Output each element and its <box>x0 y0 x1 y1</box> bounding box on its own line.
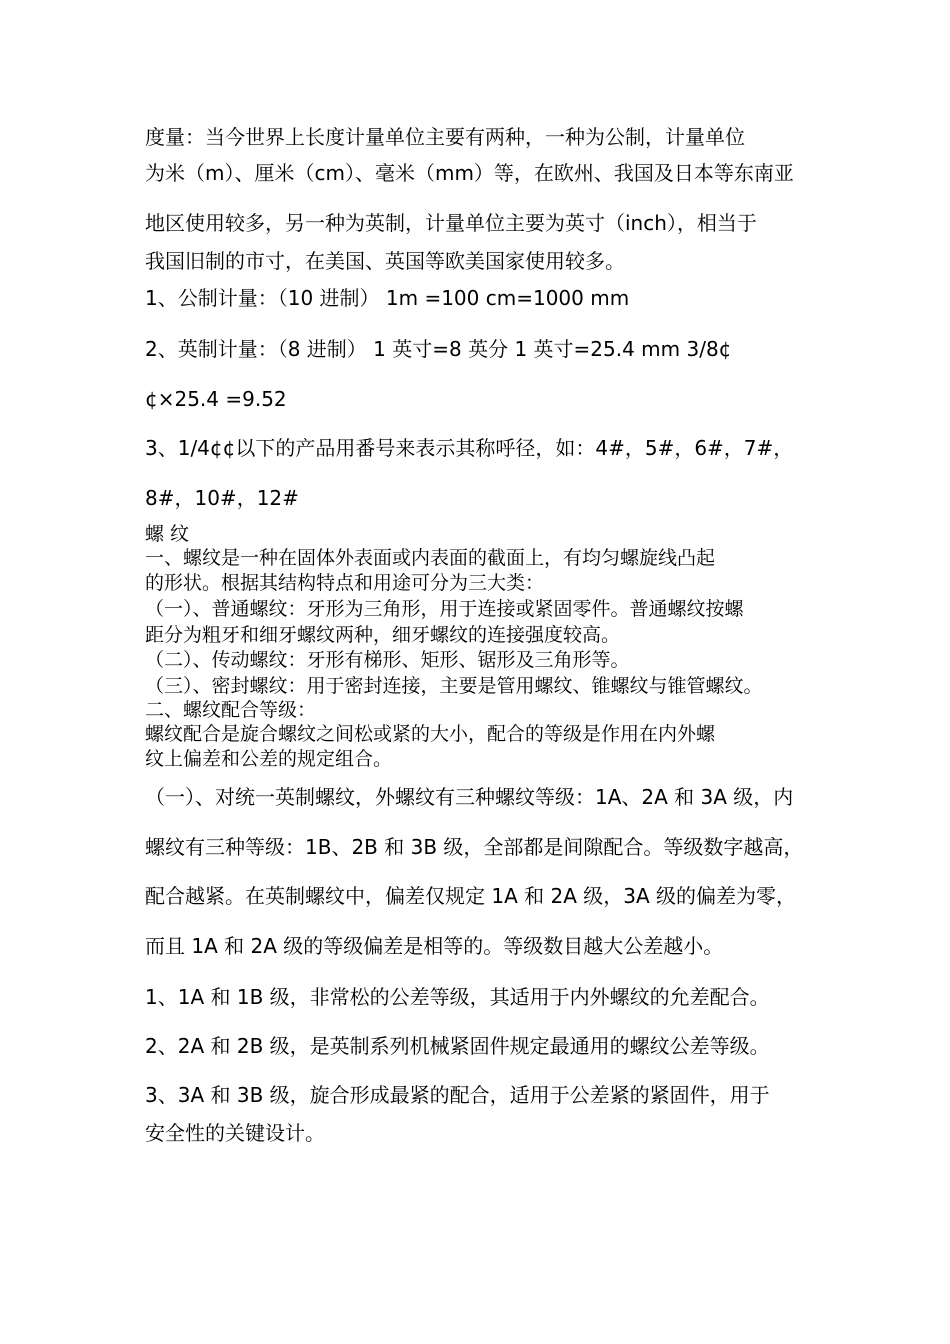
grade-line: （一）、对统一英制螺纹，外螺纹有三种螺纹等级：1A、2A 和 3A 级，内 <box>145 785 794 809</box>
grade-line: 配合越紧。在英制螺纹中，偏差仅规定 1A 和 2A 级，3A 级的偏差为零， <box>145 884 797 908</box>
section-title: 螺 纹 <box>145 523 190 545</box>
grade-line: 3、3A 和 3B 级，旋合形成最紧的配合，适用于公差紧的紧固件，用于 <box>145 1083 770 1107</box>
grade-line: 而且 1A 和 2A 级的等级偏差是相等的。等级数目越大公差越小。 <box>145 934 724 958</box>
thread-line: 二、螺纹配合等级： <box>145 699 317 721</box>
intro-line: 为米（m）、厘米（cm）、毫米（mm）等，在欧州、我国及日本等东南亚 <box>145 161 794 185</box>
thread-line: 的形状。根据其结构特点和用途可分为三大类： <box>145 572 545 594</box>
numbered-line: 3、1/4¢¢以下的产品用番号来表示其称呼径，如：4#，5#，6#，7#， <box>145 436 794 460</box>
intro-line: 度量：当今世界上长度计量单位主要有两种，一种为公制，计量单位 <box>145 125 745 149</box>
thread-line: （一）、普通螺纹：牙形为三角形，用于连接或紧固零件。普通螺纹按螺 <box>145 598 744 620</box>
imperial-line: 2、英制计量：（8 进制） 1 英寸=8 英分 1 英寸=25.4 mm 3/8¢ <box>145 337 732 361</box>
metric-line: 1、公制计量：（10 进制） 1m =100 cm=1000 mm <box>145 286 630 310</box>
intro-line: 地区使用较多，另一种为英制，计量单位主要为英寸（inch），相当于 <box>145 211 757 235</box>
imperial-line: ¢×25.4 =9.52 <box>145 387 287 411</box>
intro-line: 我国旧制的市寸，在美国、英国等欧美国家使用较多。 <box>145 249 625 273</box>
thread-line: 距分为粗牙和细牙螺纹两种，细牙螺纹的连接强度较高。 <box>145 624 621 646</box>
grade-line: 1、1A 和 1B 级，非常松的公差等级，其适用于内外螺纹的允差配合。 <box>145 985 770 1009</box>
grade-line: 2、2A 和 2B 级，是英制系列机械紧固件规定最通用的螺纹公差等级。 <box>145 1034 770 1058</box>
thread-line: （二）、传动螺纹：牙形有梯形、矩形、锯形及三角形等。 <box>145 649 630 671</box>
numbered-line: 8#，10#，12# <box>145 486 299 510</box>
thread-line: （三）、密封螺纹：用于密封连接，主要是管用螺纹、锥螺纹与锥管螺纹。 <box>145 675 763 697</box>
grade-line: 螺纹有三种等级：1B、2B 和 3B 级，全部都是间隙配合。等级数字越高， <box>145 835 804 859</box>
thread-line: 纹上偏差和公差的规定组合。 <box>145 748 393 770</box>
thread-line: 一、螺纹是一种在固体外表面或内表面的截面上，有均匀螺旋线凸起 <box>145 547 716 569</box>
thread-line: 螺纹配合是旋合螺纹之间松或紧的大小，配合的等级是作用在内外螺 <box>145 723 716 745</box>
grade-line: 安全性的关键设计。 <box>145 1121 325 1145</box>
